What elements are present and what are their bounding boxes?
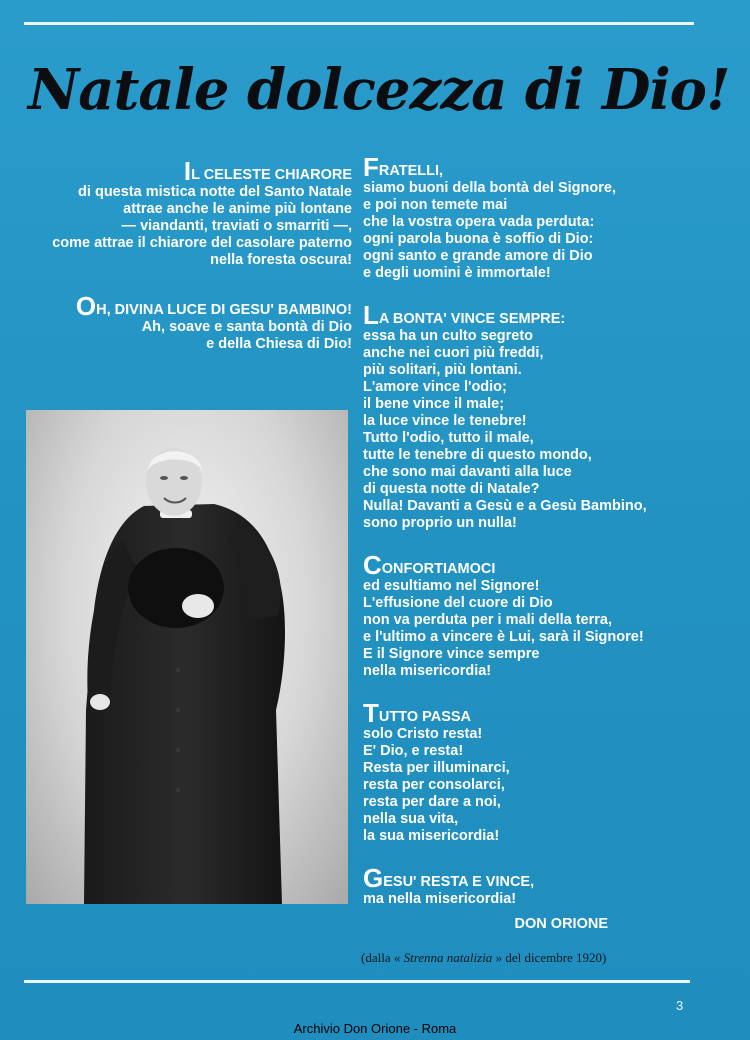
drop-initial: T: [363, 698, 379, 728]
source-suffix: » del dicembre 1920): [495, 950, 607, 965]
stanza-lead: [363, 863, 693, 893]
verse-line: di questa mistica notte del Santo Natale: [78, 184, 352, 200]
stanza-confortiamoci: [363, 550, 693, 680]
bottom-rule: [24, 980, 690, 983]
top-rule: [24, 22, 694, 25]
verse-line: nella misericordia!: [363, 663, 492, 679]
drop-initial: G: [363, 863, 384, 893]
page-title: Natale dolcezza di Dio!: [28, 57, 730, 123]
verse-line: la sua misericordia!: [363, 828, 500, 844]
verse-line: Resta per illuminarci,: [363, 760, 510, 776]
stanza-celeste-chiarore: [26, 156, 352, 269]
stanza-tutto-passa: [363, 698, 693, 845]
right-column: [363, 152, 693, 908]
verse-line: Tutto l'odio, tutto il male,: [363, 430, 534, 446]
verse-line: attrae anche le anime più lontane: [123, 201, 352, 217]
verse-line: L'effusione del cuore di Dio: [363, 595, 553, 611]
verse-line: e degli uomini è immortale!: [363, 265, 551, 281]
stanza-lead: [363, 698, 693, 728]
verse-line: di questa notte di Natale?: [363, 481, 540, 497]
verse-line: la luce vince le tenebre!: [363, 413, 527, 429]
lead-text: ONFORTIAMOCI: [381, 561, 496, 577]
verse-line: più solitari, più lontani.: [363, 362, 522, 378]
lead-text: L CELESTE CHIARORE: [191, 167, 352, 183]
verse-line: E il Signore vince sempre: [363, 646, 540, 662]
source-prefix: (dalla «: [361, 950, 401, 965]
lead-text: ESU' RESTA E VINCE,: [383, 874, 535, 890]
verse-line: ed esultiamo nel Signore!: [363, 578, 540, 594]
lead-text: UTTO PASSA: [378, 709, 472, 725]
author-signature: DON ORIONE: [514, 916, 608, 932]
verse-line: anche nei cuori più freddi,: [363, 345, 544, 361]
verse-line: e della Chiesa di Dio!: [206, 336, 352, 352]
drop-initial: C: [363, 550, 382, 580]
lead-text: RATELLI,: [378, 163, 444, 179]
stanza-fratelli: [363, 152, 693, 282]
stanza-bonta-vince: [363, 300, 693, 532]
verse-line: tutte le tenebre di questo mondo,: [363, 447, 592, 463]
drop-initial: L: [363, 300, 379, 330]
verse-line: e poi non temete mai: [363, 197, 508, 213]
verse-line: e l'ultimo a vincere è Lui, sarà il Signore!: [363, 629, 644, 645]
stanza-divina-luce: [26, 291, 352, 353]
verse-line: solo Cristo resta!: [363, 726, 483, 742]
verse-line: essa ha un culto segreto: [363, 328, 534, 344]
verse-line: Nulla! Davanti a Gesù e a Gesù Bambino,: [363, 498, 647, 514]
verse-line: non va perduta per i mali della terra,: [363, 612, 612, 628]
stanza-lead: [26, 291, 352, 321]
page-number: 3: [676, 998, 684, 1013]
verse-line: L'amore vince l'odio;: [363, 379, 507, 395]
verse-line: ma nella misericordia!: [363, 891, 517, 907]
source-title: Strenna natalizia: [403, 950, 493, 965]
verse-line: ogni parola buona è soffio di Dio:: [363, 231, 594, 247]
archive-watermark: Archivio Don Orione - Roma: [293, 1021, 457, 1036]
verse-line: che la vostra opera vada perduta:: [363, 214, 595, 230]
verse-line: Ah, soave e santa bontà di Dio: [141, 319, 352, 335]
verse-line: nella foresta oscura!: [210, 252, 352, 268]
source-citation: [361, 950, 631, 966]
lead-text: A BONTA' VINCE SEMPRE:: [378, 311, 566, 327]
drop-initial: I: [183, 156, 192, 186]
verse-line: che sono mai davanti alla luce: [363, 464, 572, 480]
verse-line: E' Dio, e resta!: [363, 743, 464, 759]
stanza-lead: [363, 300, 693, 330]
lead-text: H, DIVINA LUCE DI GESU' BAMBINO!: [96, 302, 352, 318]
priest-portrait-illustration: [26, 410, 348, 904]
stanza-lead: [363, 152, 693, 182]
stanza-lead: [26, 156, 352, 186]
drop-initial: O: [75, 291, 97, 321]
portrait-photo: [26, 410, 348, 904]
verse-line: siamo buoni della bontà del Signore,: [363, 180, 616, 196]
verse-line: resta per dare a noi,: [363, 794, 501, 810]
left-column: [26, 156, 352, 353]
verse-line: — viandanti, traviati o smarriti —,: [121, 218, 352, 234]
verse-line: come attrae il chiarore del casolare paterno: [52, 235, 352, 251]
stanza-lead: [363, 550, 693, 580]
verse-line: il bene vince il male;: [363, 396, 505, 412]
verse-line: resta per consolarci,: [363, 777, 505, 793]
stanza-gesu-resta: [363, 863, 693, 908]
verse-line: nella sua vita,: [363, 811, 459, 827]
verse-line: sono proprio un nulla!: [363, 515, 517, 531]
drop-initial: F: [363, 152, 379, 182]
verse-line: ogni santo e grande amore di Dio: [363, 248, 593, 264]
